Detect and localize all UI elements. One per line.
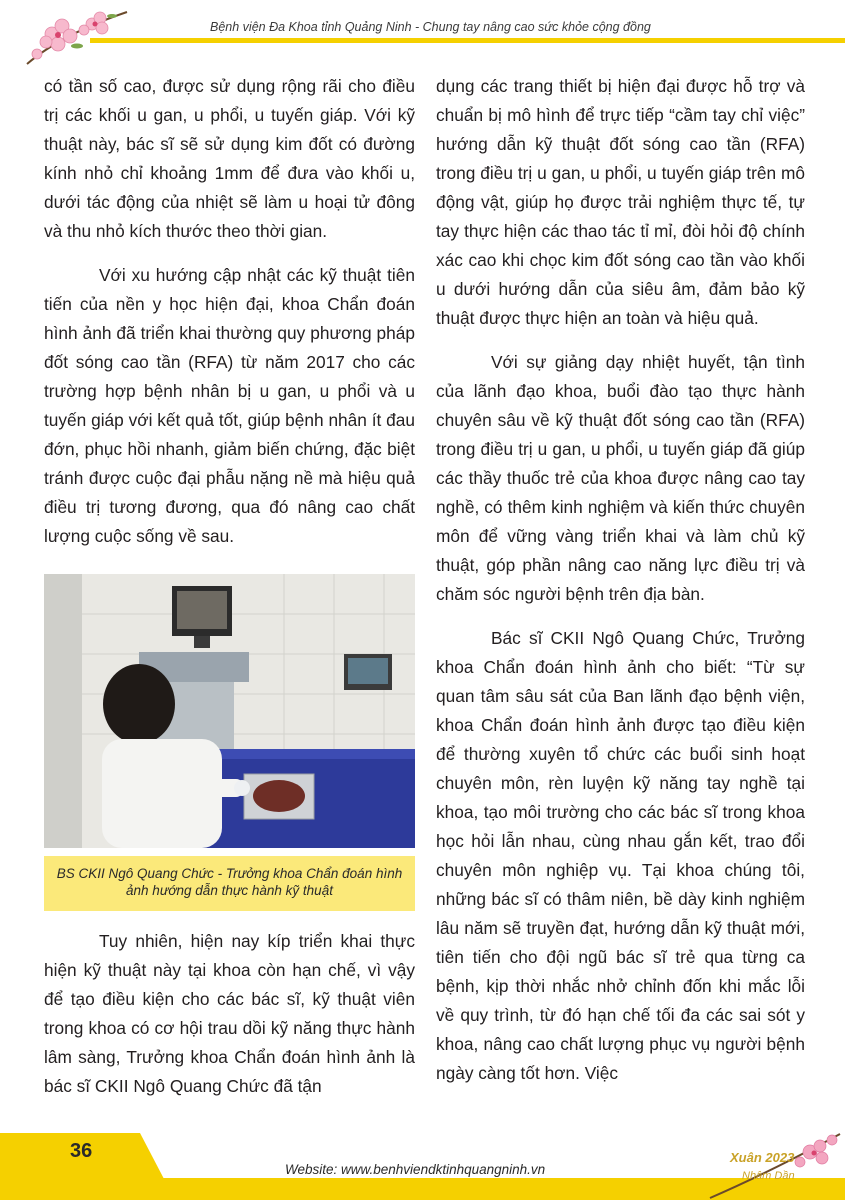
page-header	[0, 0, 845, 44]
year-mark: Xuân 2023	[730, 1150, 795, 1165]
website-link[interactable]: Website: www.benhviendktinhquangninh.vn	[285, 1162, 546, 1177]
paragraph: có tần số cao, được sử dụng rộng rãi cho điều trị các khối u gan, u phổi, u tuyến giáp. Với kỹ thuật này, bác sĩ sẽ sử dụng kim đốt có đường kính nhỏ chỉ khoảng 1mm để đưa vào khối u, dưới tác động của nhiệt sẽ làm u hoại tử đông và thu nhỏ kích thước theo thời gian.	[44, 76, 415, 241]
page-number: 36	[70, 1140, 93, 1162]
paragraph: Với sự giảng dạy nhiệt huyết, tận tình của lãnh đạo khoa, buổi đào tạo thực hành chuyên sâu về kỹ thuật đốt sóng cao tần (RFA) trong điều trị u gan, u phổi, u tuyến giáp đã giúp các thầy thuốc trẻ của khoa được nâng cao tay nghề, có thêm kinh nghiệm và kiến thức chuyên môn để vững vàng triển khai và làm chủ kỹ thuật, góp phần nâng cao năng lực điều trị và chăm sóc người bệnh trên địa bàn.	[436, 352, 805, 604]
procedure-photo-illustration	[44, 574, 415, 848]
photo-caption: BS CKII Ngô Quang Chức - Trưởng khoa Chẩn đoán hình ảnh hướng dẫn thực hành kỹ thuật	[44, 856, 415, 911]
paragraph: dụng các trang thiết bị hiện đại được hỗ trợ và chuẩn bị mô hình để trực tiếp “cầm tay chỉ việc” hướng dẫn kỹ thuật đốt sóng cao tần (RFA) trong điều trị u gan, u phổi, u tuyến giáp trên mô động vật, giúp họ được trải nghiệm thực tế, tự tay thực hiện các thao tác tỉ mỉ, đòi hỏi độ chính xác cao khi chọc kim đốt sóng cao tần vào khối u dưới hướng dẫn của siêu âm, đảm bảo kỹ thuật được thực hiện an toàn và hiệu quả.	[436, 76, 805, 328]
year-subtitle: Nhâm Dần	[742, 1170, 795, 1182]
running-title: Bệnh viện Đa Khoa tỉnh Quảng Ninh - Chung tay nâng cao sức khỏe cộng đồng	[210, 20, 651, 34]
left-column	[44, 72, 415, 551]
paragraph: Bác sĩ CKII Ngô Quang Chức, Trưởng khoa Chẩn đoán hình ảnh cho biết: “Từ sự quan tâm sâu sát của Ban lãnh đạo bệnh viện, khoa Chẩn đoán hình ảnh được tạo điều kiện để thường xuyên tổ chức các buổi sinh hoạt chuyên môn, rèn luyện kỹ năng tay nghề tại khoa, tạo môi trường cho các bác sĩ trong khoa học hỏi lẫn nhau, cùng nhau gắn kết, trao đổi chuyên môn nghiệp vụ. Tại khoa chúng tôi, những bác sĩ có thâm niên, bề dày kinh nghiệm lâu năm sẽ truyền đạt, hướng dẫn kỹ thuật mới, tiên tiến cho đội ngũ bác sĩ trẻ qua từng ca bệnh, kịp thời nhắc nhở chỉnh đốn khi mắc lỗi về quy trình, từ đó hạn chế tối đa các sai sót y khoa, nâng cao chất lượng phục vụ người bệnh ngày càng tốt hơn. Việc	[436, 628, 805, 1083]
apricot-blossom-icon	[700, 1132, 845, 1200]
paragraph: Với xu hướng cập nhật các kỹ thuật tiên tiến của nền y học hiện đại, khoa Chẩn đoán hình ảnh đã triển khai thường quy phương pháp đốt sóng cao tần (RFA) từ năm 2017 cho các trường hợp bệnh nhân bị u gan, u phổi và u tuyến giáp với kết quả tốt, giúp bệnh nhân ít đau đớn, phục hồi nhanh, giảm biến chứng, đặc biệt tránh được cuộc đại phẫu nặng nề mà hiệu quả điều trị tương đương, qua đó nâng cao chất lượng cuộc sống về sau.	[44, 265, 415, 546]
article-photo	[44, 574, 415, 848]
paragraph: Tuy nhiên, hiện nay kíp triển khai thực hiện kỹ thuật này tại khoa còn hạn chế, vì vậy để tạo điều kiện cho các bác sĩ, kỹ thuật viên trong khoa có cơ hội trau dồi kỹ năng thực hành lâm sàng, Trưởng khoa Chẩn đoán hình ảnh là bác sĩ CKII Ngô Quang Chức đã tận	[44, 931, 415, 1096]
cherry-blossom-icon	[22, 4, 132, 74]
header-rule	[90, 38, 845, 43]
left-column-continued	[44, 927, 415, 1101]
right-column	[436, 72, 805, 1088]
